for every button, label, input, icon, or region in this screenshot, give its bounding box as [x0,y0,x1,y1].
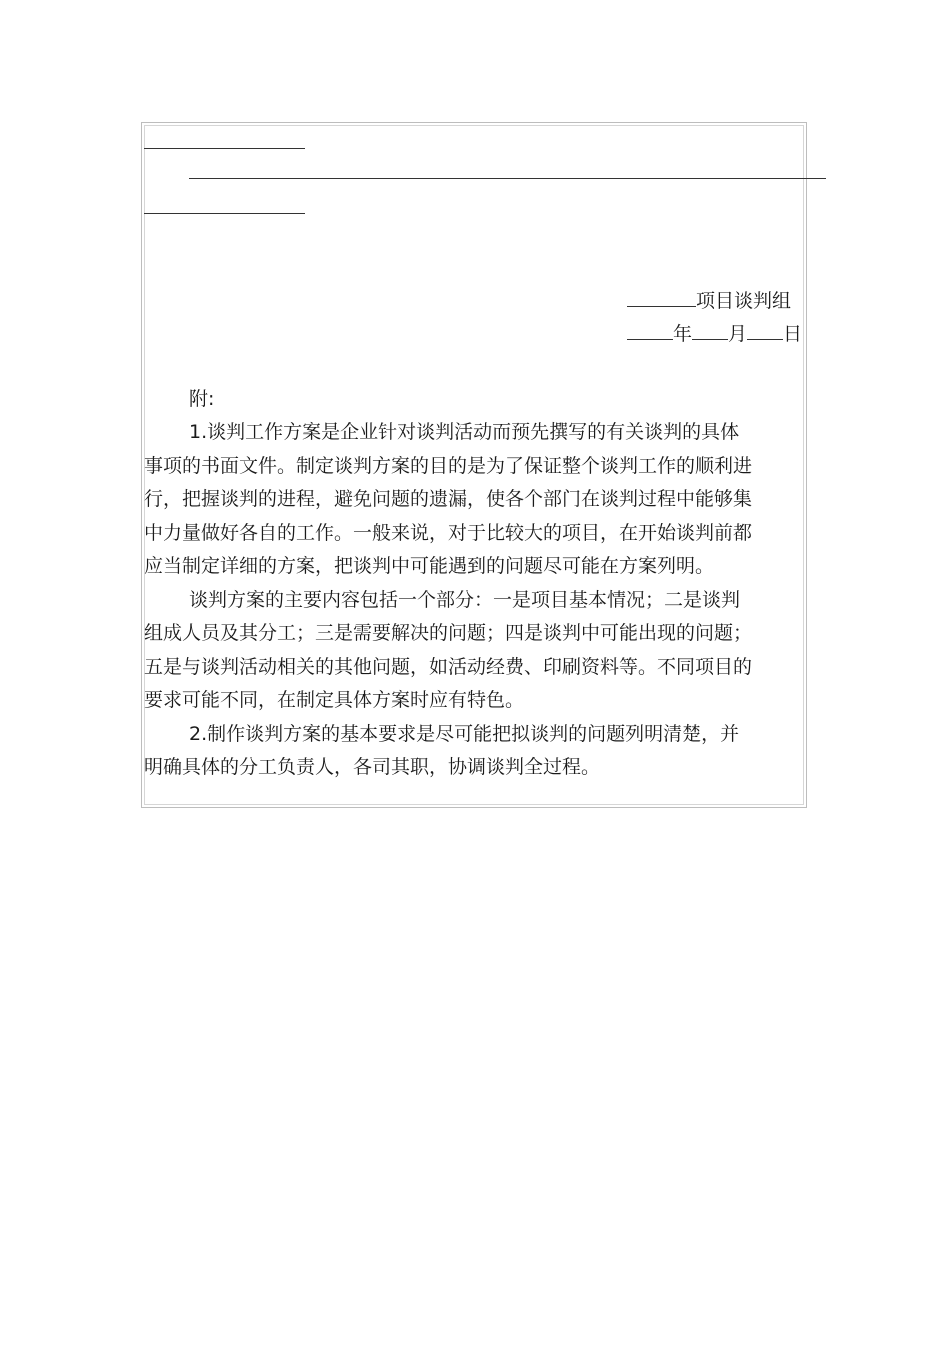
signature-group-line [627,288,791,313]
day-blank [747,321,783,340]
fill-in-line-3 [144,213,305,214]
signature-group-label: 项目谈判组 [696,290,792,312]
appendix-body [144,416,754,785]
month-label: 月 [728,323,748,345]
appendix-paragraph-1: 1.谈判工作方案是企业针对谈判活动而预先撰写的有关谈判的具体事项的书面文件。制定谈判方案的目的是为了保证整个谈判工作的顺利进行，把握谈判的进程，避免问题的遗漏，使各个部门在谈判过程中能够集中力量做好各自的工作。一般来说，对于比较大的项目，在开始谈判前都应当制定详细的方案，把谈判中可能遇到的问题尽可能在方案列明。 [144,421,753,577]
fill-in-line-1 [144,148,305,149]
month-blank [692,321,728,340]
group-name-blank [627,288,696,307]
appendix-heading: 附: [189,388,215,410]
year-blank [627,321,673,340]
appendix-paragraph-2: 谈判方案的主要内容包括一个部分：一是项目基本情况；二是谈判组成人员及其分工；三是需要解决的问题；四是谈判中可能出现的问题；五是与谈判活动相关的其他问题，如活动经费、印刷资料等。不同项目的要求可能不同，在制定具体方案时应有特色。 [144,588,753,711]
appendix-paragraph-3: 2.制作谈判方案的基本要求是尽可能把拟谈判的问题列明清楚，并明确具体的分工负责人，各司其职，协调谈判全过程。 [144,722,740,778]
signature-date-line [627,321,802,346]
day-label: 日 [783,323,803,345]
year-label: 年 [673,323,693,345]
fill-in-line-2 [189,178,826,179]
